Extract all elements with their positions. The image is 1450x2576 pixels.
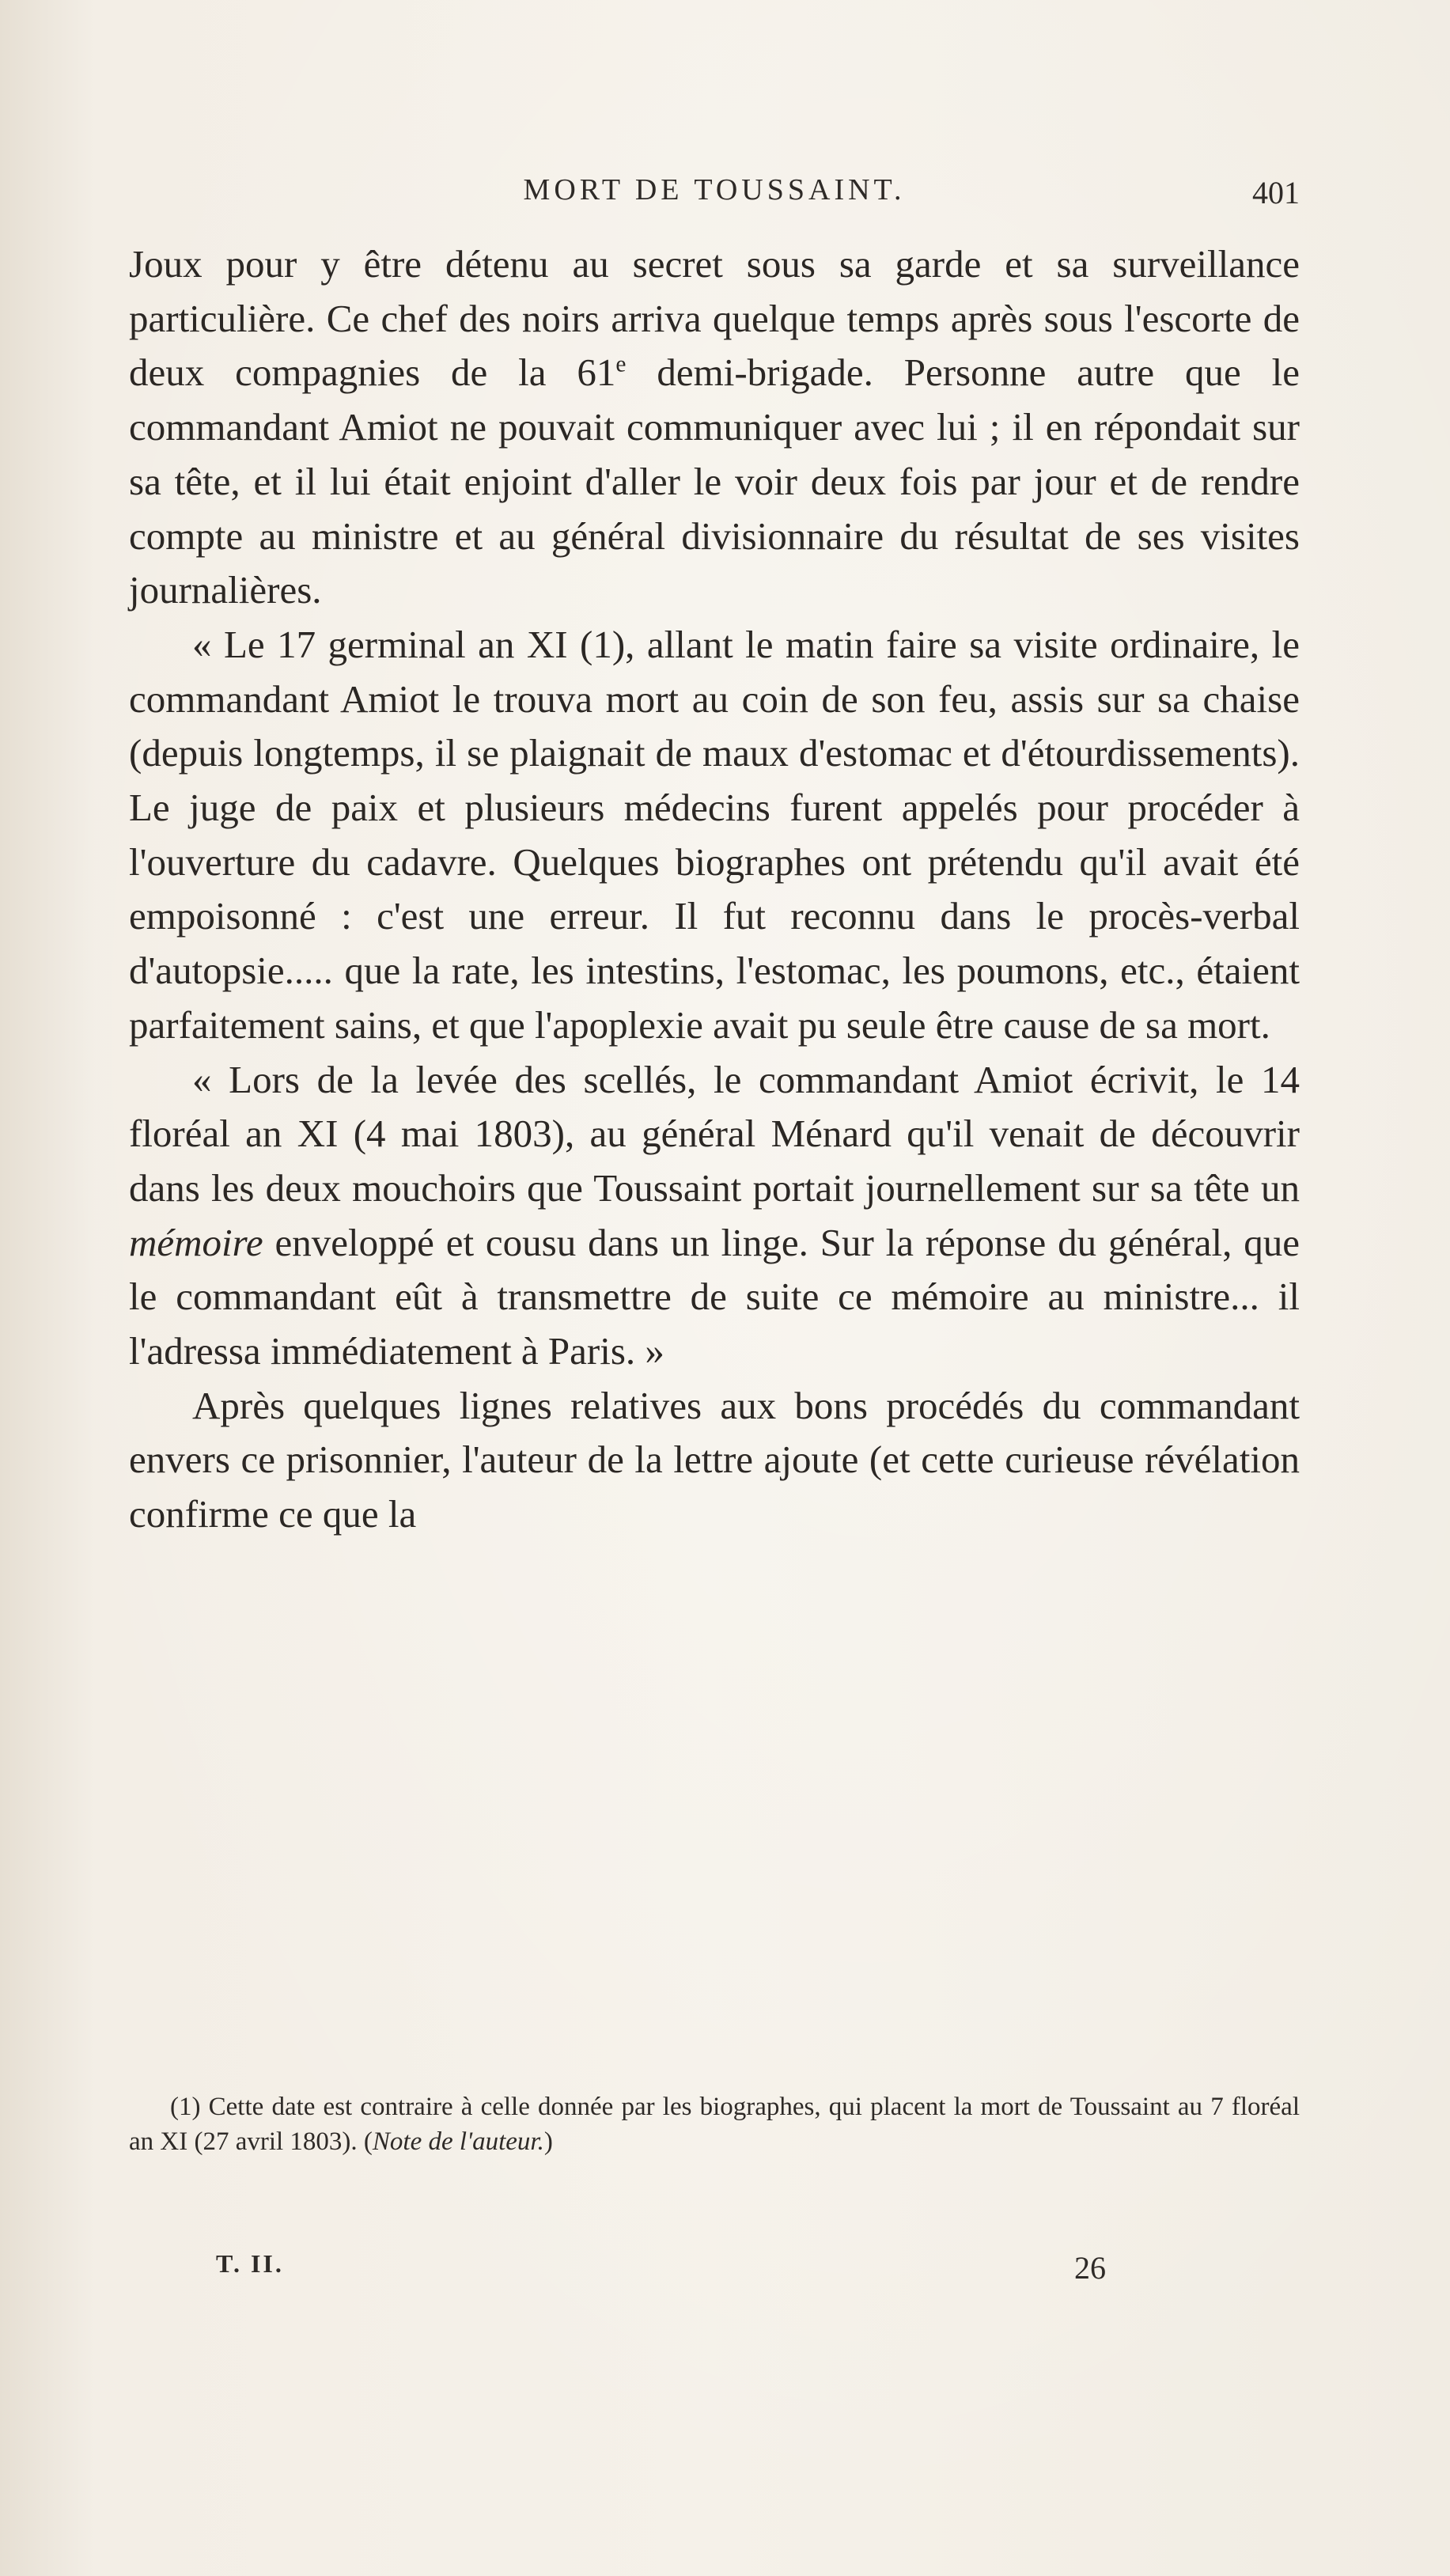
paragraph-3-part-a: « Lors de la levée des scellés, le commandant Amiot écrivit, le 14 floréal an XI (4 mai 1803), au général Ménard qu'il venait de découvrir dans les deux mouchoirs que Toussaint portait journellement sur sa tête un — [129, 1057, 1300, 1210]
paragraph-4: Après quelques lignes relatives aux bons procédés du commandant envers ce prisonnier, l'auteur de la lettre ajoute (et cette curieuse révélation confirme ce que la — [129, 1383, 1300, 1536]
paragraph-3-part-b: enveloppé et cousu dans un linge. Sur la réponse du général, que le commandant eût à transmettre de suite ce mémoire au ministre... il l'adressa immédiatement à Paris. » — [129, 1220, 1300, 1373]
footnote-italic: Note de l'auteur. — [372, 2127, 544, 2156]
running-title: MORT DE TOUSSAINT. — [523, 173, 906, 206]
paragraph-1-part-b: demi-brigade. Personne autre que le commandant Amiot ne pouvait communiquer avec lui ; il en répondait sur sa tête, et il lui était enjoint d'aller le voir deux fois par jour et de rendre compte au ministre et au général divisionnaire du résultat de ses visites journalières. — [129, 350, 1300, 612]
signature-mark: 26 — [1074, 2250, 1106, 2286]
footnote — [129, 2090, 1300, 2159]
page-footer — [129, 2249, 1300, 2289]
paragraph-3-italic: mémoire — [129, 1220, 263, 1264]
footnote-text — [129, 2090, 1300, 2159]
paragraph-2: « Le 17 germinal an XI (1), allant le matin faire sa visite ordinaire, le commandant Amiot le trouva mort au coin de son feu, assis sur sa chaise (depuis longtemps, il se plaignait de maux d'estomac et d'étourdissements). Le juge de paix et plusieurs médecins furent appelés pour procéder à l'ouverture du cadavre. Quelques biographes ont prétendu qu'il avait été empoisonné : c'est une erreur. Il fut reconnu dans le procès-verbal d'autopsie..... que la rate, les intestins, l'estomac, les poumons, etc., étaient parfaitement sains, et que l'apoplexie avait pu seule être cause de sa mort. — [129, 622, 1300, 1047]
ordinal-superscript: e — [615, 352, 627, 378]
footnote-main: (1) Cette date est contraire à celle donnée par les biographes, qui placent la mort de Toussaint au 7 floréal an XI (27 avril 1803). ( — [129, 2093, 1300, 2156]
page-number: 401 — [1252, 175, 1300, 210]
paragraph-1 — [129, 237, 1300, 618]
footnote-end: ) — [543, 2127, 553, 2156]
paragraph-3 — [129, 1053, 1300, 1379]
volume-label: T. II. — [216, 2249, 284, 2278]
paragraph-1-part-a: Joux pour y être détenu au secret sous sa garde et sa surveillance particulière. Ce chef des noirs arriva quelque temps après sous l'escorte de deux compagnies de la 61 — [129, 242, 1300, 395]
main-text — [129, 237, 1300, 1542]
page-header — [129, 172, 1300, 220]
